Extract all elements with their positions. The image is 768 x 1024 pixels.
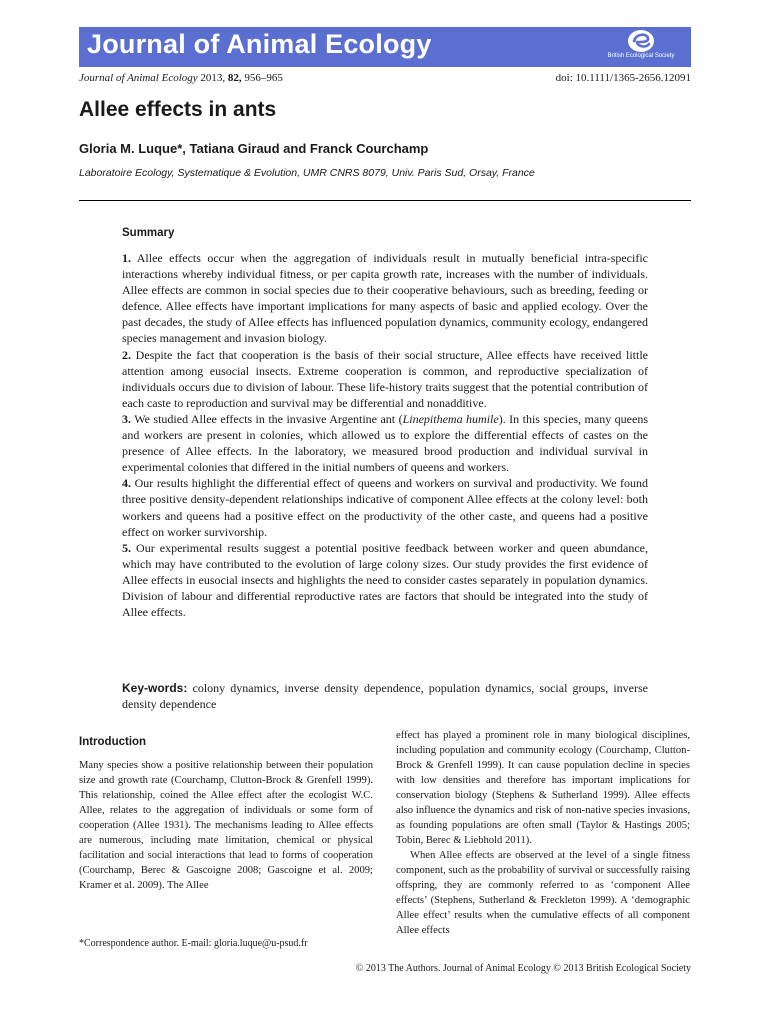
doi: doi: 10.1111/1365-2656.12091	[555, 72, 691, 84]
copyright-notice: © 2013 The Authors. Journal of Animal Ecology © 2013 British Ecological Society	[355, 963, 691, 974]
citation-journal: Journal of Animal Ecology	[79, 72, 198, 84]
summary-point-text: Despite the fact that cooperation is the basis of their social structure, Allee effects have received little attention among eusocial insects. Extreme cooperation is common, and reproductive specialization of individuals occurs due to division of labour. These life-history traits suggest that the potential contribution of each caste to reproduction and survival may be differential and nonadditive.	[122, 347, 648, 410]
keywords-text: colony dynamics, inverse density dependence, population dynamics, social groups, inverse density dependence	[122, 681, 649, 711]
keywords	[122, 680, 648, 712]
introduction-paragraph: When Allee effects are observed at the level of a single fitness component, such as the probability of survival or successfully raising offspring, they are commonly referred to as ‘component Allee effects’ (Stephens, Sutherland & Freckleton 1999). A ‘demographic Allee effect’ results when the cumulative effects of all component Allee effects	[396, 850, 690, 936]
summary-point-number: 5.	[122, 540, 131, 555]
summary-point-1	[122, 250, 648, 347]
correspondence-footnote: *Correspondence author. E-mail: gloria.luque@u-psud.fr	[79, 938, 308, 949]
summary-point-4	[122, 475, 648, 539]
introduction-paragraph: Many species show a positive relationship between their population size and growth rate (Courchamp, Clutton-Brock & Grenfell 1999). This relationship, coined the Allee effect after the ecologist W.C. Allee, relates to the aggregation of individuals or some form of cooperation (Allee 1931). The mechanisms leading to Allee effects are numerous, including mate limitation, chemical or physical facilitation and social interactions that lead to forms of cooperation (Courchamp, Berec & Gascoigne 2008; Gascoigne et al. 2009; Kramer et al. 2009). The Allee	[79, 760, 373, 891]
citation-year: 2013,	[200, 72, 226, 84]
summary-point-text: Allee effects occur when the aggregation of individuals result in mutually beneficial intra-specific interactions whereby individual fitness, or per capita growth rate, increases with the number of individuals. Allee effects are common in social species due to their cooperative behaviours, such as breeding, feeding or defence. Allee effects have important implications for many aspects of basic and applied ecology. Over the past decades, the study of Allee effects has influenced population dynamics, community ecology, endangered species management and invasion biology.	[122, 251, 649, 346]
summary-point-text: ). In this species, many queens and workers are present in colonies, which allowed us to explore the differential effects of castes on the presence of Allee effects. In the laboratory, we measured brood production and individual survival in experimental colonies that differed in the initial numbers of queens and workers.	[122, 411, 648, 475]
journal-banner-title: Journal of Animal Ecology	[87, 29, 432, 59]
summary-point-text: We studied Allee effects in the invasive Argentine ant (	[134, 411, 403, 426]
citation-pages: 956–965	[244, 72, 283, 84]
keywords-label: Key-words:	[122, 681, 188, 695]
introduction-paragraph: effect has played a prominent role in many biological disciplines, including population and community ecology (Courchamp, Clutton-Brock & Grenfell 1999). It can cause population decline in species with low densities and therefore has important implications for conservation biology (Stephens & Sutherland 1999). Allee effects also influence the dynamics and risk of non-native species invasions, as founding populations are often small (Taylor & Hastings 2005; Tobin, Berec & Liebhold 2011).	[396, 730, 690, 846]
summary-heading: Summary	[122, 227, 175, 239]
summary-point-number: 4.	[122, 476, 131, 491]
species-name: Linepithema humile	[402, 411, 499, 426]
introduction-heading: Introduction	[79, 736, 147, 748]
citation-row	[79, 72, 691, 88]
summary-point-3	[122, 411, 648, 475]
summary-point-text: Our experimental results suggest a potential positive feedback between worker and queen abundance, which may have contributed to the evolution of large colony sizes. Our study provides the first evidence of Allee effects in eusocial insects and highlights the need to consider castes separately in population dynamics. Division of labour and differential reproductive rates are factors that should be integrated into the study of Allee effects.	[122, 540, 648, 620]
summary-point-number: 3.	[122, 411, 131, 426]
article-title: Allee effects in ants	[79, 98, 277, 121]
society-name: British Ecological Society	[607, 53, 675, 59]
summary-point-2	[122, 347, 648, 411]
article-affiliation: Laboratoire Ecology, Systematique & Evolution, UMR CNRS 8079, Univ. Paris Sud, Orsay, France	[79, 167, 535, 179]
article-authors: Gloria M. Luque*, Tatiana Giraud and Franck Courchamp	[79, 141, 429, 156]
summary-point-text: Our results highlight the differential effect of queens and workers on survival and productivity. We found three positive density-dependent relationships indicative of component Allee effects at the colony level: both workers and queens had a positive effect on the productivity of the other caste, and queens had a positive effect on worker survivorship.	[122, 476, 649, 539]
header-rule	[79, 200, 691, 201]
body-column-left	[79, 758, 373, 893]
summary-point-5	[122, 540, 648, 620]
society-badge	[597, 29, 685, 65]
summary-section	[122, 250, 648, 620]
body-column-right	[396, 728, 690, 938]
citation	[79, 72, 283, 84]
journal-banner	[79, 27, 691, 67]
summary-point-number: 1.	[122, 251, 131, 265]
summary-point-number: 2.	[122, 347, 131, 362]
citation-volume: 82,	[227, 72, 242, 84]
society-logo-icon	[627, 29, 655, 53]
